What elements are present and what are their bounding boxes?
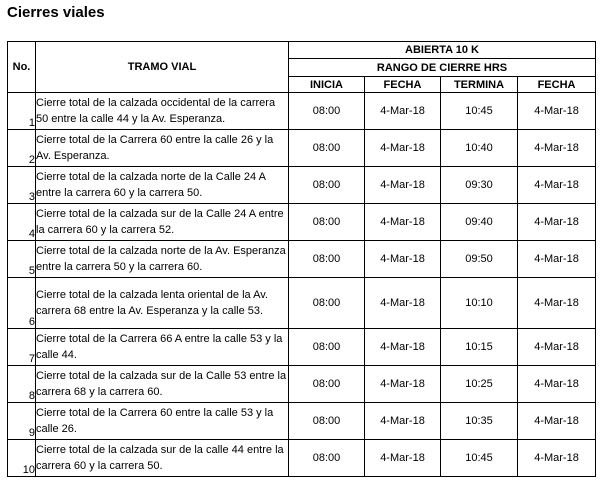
row-number: 3 bbox=[8, 167, 36, 204]
row-fecha-inicio: 4-Mar-18 bbox=[365, 167, 441, 204]
row-termina: 09:50 bbox=[441, 241, 518, 278]
row-fecha-inicio: 4-Mar-18 bbox=[365, 440, 441, 477]
header-event: ABIERTA 10 K bbox=[289, 42, 596, 59]
row-inicia: 08:00 bbox=[289, 167, 365, 204]
table-row bbox=[8, 403, 596, 440]
table-row bbox=[8, 366, 596, 403]
row-inicia: 08:00 bbox=[289, 278, 365, 329]
table-row bbox=[8, 167, 596, 204]
row-fecha-fin: 4-Mar-18 bbox=[518, 130, 596, 167]
row-fecha-inicio: 4-Mar-18 bbox=[365, 366, 441, 403]
road-closures-table bbox=[7, 41, 596, 477]
table-row bbox=[8, 278, 596, 329]
header-inicia: INICIA bbox=[289, 77, 365, 93]
table-row bbox=[8, 241, 596, 278]
row-number: 5 bbox=[8, 241, 36, 278]
row-fecha-inicio: 4-Mar-18 bbox=[365, 204, 441, 241]
row-inicia: 08:00 bbox=[289, 93, 365, 130]
row-tramo: Cierre total de la calzada norte de la Calle 24 A entre la carrera 60 y la carrera 50. bbox=[36, 167, 289, 204]
row-fecha-fin: 4-Mar-18 bbox=[518, 440, 596, 477]
row-number: 9 bbox=[8, 403, 36, 440]
row-fecha-fin: 4-Mar-18 bbox=[518, 329, 596, 366]
row-tramo: Cierre total de la Carrera 66 A entre la calle 53 y la calle 44. bbox=[36, 329, 289, 366]
row-fecha-inicio: 4-Mar-18 bbox=[365, 93, 441, 130]
row-termina: 10:45 bbox=[441, 93, 518, 130]
row-fecha-inicio: 4-Mar-18 bbox=[365, 241, 441, 278]
row-tramo: Cierre total de la calzada occidental de la carrera 50 entre la calle 44 y la Av. Esperanza. bbox=[36, 93, 289, 130]
header-fecha-inicio: FECHA bbox=[365, 77, 441, 93]
row-inicia: 08:00 bbox=[289, 241, 365, 278]
row-fecha-fin: 4-Mar-18 bbox=[518, 278, 596, 329]
table-row bbox=[8, 130, 596, 167]
row-number: 6 bbox=[8, 278, 36, 329]
row-inicia: 08:00 bbox=[289, 329, 365, 366]
header-termina: TERMINA bbox=[441, 77, 518, 93]
row-number: 2 bbox=[8, 130, 36, 167]
row-termina: 10:45 bbox=[441, 440, 518, 477]
page-title: Cierres viales bbox=[7, 4, 105, 21]
row-fecha-fin: 4-Mar-18 bbox=[518, 204, 596, 241]
row-termina: 10:40 bbox=[441, 130, 518, 167]
row-fecha-fin: 4-Mar-18 bbox=[518, 366, 596, 403]
row-fecha-fin: 4-Mar-18 bbox=[518, 403, 596, 440]
row-termina: 09:40 bbox=[441, 204, 518, 241]
row-termina: 10:15 bbox=[441, 329, 518, 366]
row-fecha-inicio: 4-Mar-18 bbox=[365, 329, 441, 366]
row-tramo: Cierre total de la calzada norte de la Av. Esperanza entre la carrera 50 y la carrera 60. bbox=[36, 241, 289, 278]
row-number: 4 bbox=[8, 204, 36, 241]
table-row bbox=[8, 440, 596, 477]
row-tramo: Cierre total de la calzada lenta oriental de la Av. carrera 68 entre la Av. Esperanza y la calle 53. bbox=[36, 278, 289, 329]
row-inicia: 08:00 bbox=[289, 403, 365, 440]
row-tramo: Cierre total de la calzada sur de la Calle 24 A entre la carrera 60 y la carrera 52. bbox=[36, 204, 289, 241]
row-termina: 09:30 bbox=[441, 167, 518, 204]
row-number: 8 bbox=[8, 366, 36, 403]
row-tramo: Cierre total de la calzada sur de la Calle 53 entre la carrera 68 y la carrera 60. bbox=[36, 366, 289, 403]
row-number: 1 bbox=[8, 93, 36, 130]
row-fecha-fin: 4-Mar-18 bbox=[518, 93, 596, 130]
row-inicia: 08:00 bbox=[289, 366, 365, 403]
row-termina: 10:35 bbox=[441, 403, 518, 440]
row-fecha-inicio: 4-Mar-18 bbox=[365, 403, 441, 440]
row-number: 7 bbox=[8, 329, 36, 366]
row-number: 10 bbox=[8, 440, 36, 477]
header-tramo: TRAMO VIAL bbox=[36, 42, 289, 93]
row-inicia: 08:00 bbox=[289, 130, 365, 167]
row-fecha-fin: 4-Mar-18 bbox=[518, 241, 596, 278]
row-termina: 10:25 bbox=[441, 366, 518, 403]
row-tramo: Cierre total de la calzada sur de la calle 44 entre la carrera 60 y la carrera 50. bbox=[36, 440, 289, 477]
row-tramo: Cierre total de la Carrera 60 entre la calle 26 y la Av. Esperanza. bbox=[36, 130, 289, 167]
table-row bbox=[8, 329, 596, 366]
row-inicia: 08:00 bbox=[289, 204, 365, 241]
row-inicia: 08:00 bbox=[289, 440, 365, 477]
table-row bbox=[8, 93, 596, 130]
table-row bbox=[8, 204, 596, 241]
row-fecha-inicio: 4-Mar-18 bbox=[365, 130, 441, 167]
header-no: No. bbox=[8, 42, 36, 93]
row-fecha-inicio: 4-Mar-18 bbox=[365, 278, 441, 329]
header-rango: RANGO DE CIERRE HRS bbox=[289, 59, 596, 77]
row-tramo: Cierre total de la Carrera 60 entre la calle 53 y la calle 26. bbox=[36, 403, 289, 440]
row-fecha-fin: 4-Mar-18 bbox=[518, 167, 596, 204]
row-termina: 10:10 bbox=[441, 278, 518, 329]
header-fecha-fin: FECHA bbox=[518, 77, 596, 93]
